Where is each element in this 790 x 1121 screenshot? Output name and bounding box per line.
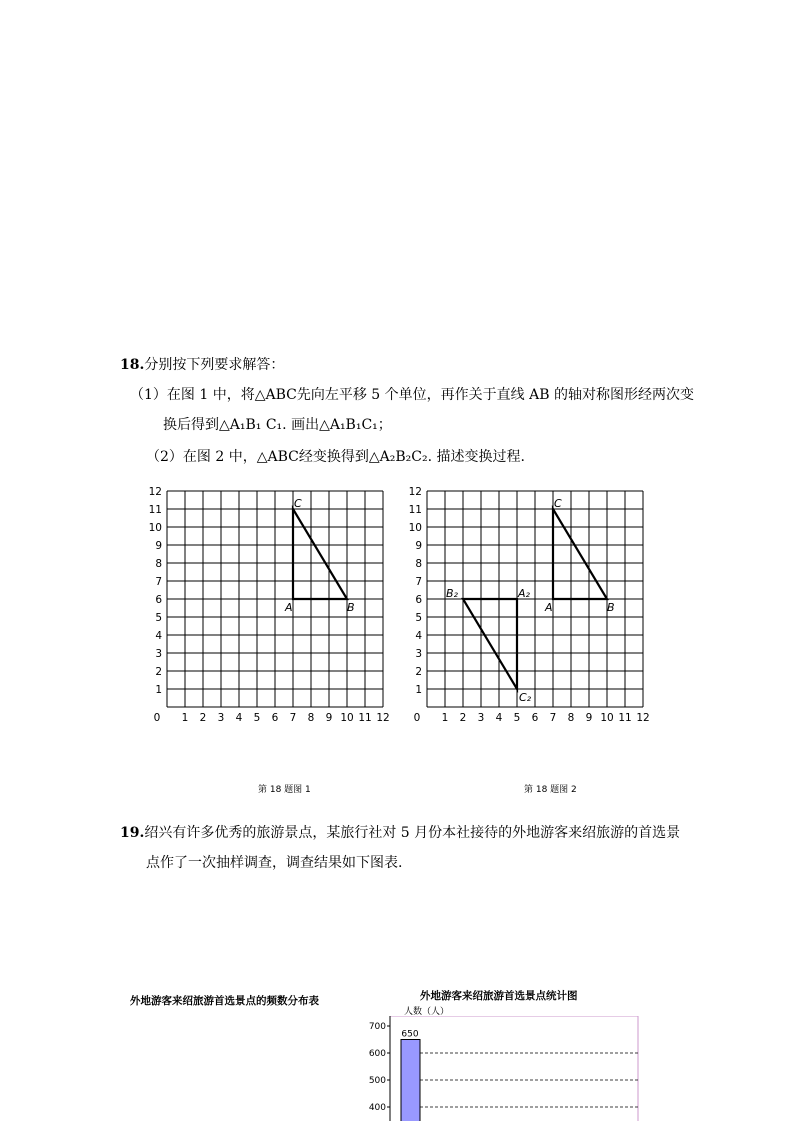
y-tick-label: 11 (409, 504, 422, 516)
q18-part1-line2: 换后得到△A₁B₁ C₁. 画出△A₁B₁C₁； (163, 414, 392, 434)
figure1-grid (140, 482, 400, 732)
vertex-label: B (347, 601, 355, 614)
vertex-label: B₂ (446, 587, 459, 600)
vertex-label: A₂ (517, 587, 531, 600)
chart-plot-border (390, 1016, 638, 1121)
x-tick-label: 0 (414, 712, 421, 724)
y-tick-label: 2 (155, 666, 162, 678)
triangle-abc (293, 509, 347, 599)
chart-y-tick-label: 500 (369, 1076, 386, 1086)
x-tick-label: 1 (442, 712, 449, 724)
y-tick-label: 10 (149, 522, 162, 534)
y-tick-label: 5 (415, 612, 422, 624)
vertex-label: C (554, 497, 562, 510)
chart-bar (401, 1040, 420, 1121)
y-tick-label: 9 (415, 540, 422, 552)
table-title: 外地游客来绍旅游首选景点的频数分布表 (130, 993, 319, 1008)
x-tick-label: 12 (636, 712, 649, 724)
x-tick-label: 7 (550, 712, 557, 724)
vertex-label: A (284, 601, 293, 614)
chart-data-label: 650 (401, 1030, 418, 1040)
x-tick-label: 4 (236, 712, 243, 724)
y-tick-label: 12 (409, 486, 422, 498)
y-tick-label: 3 (415, 648, 422, 660)
y-tick-label: 6 (155, 594, 162, 606)
x-tick-label: 2 (200, 712, 207, 724)
y-tick-label: 6 (415, 594, 422, 606)
chart-y-tick-label: 400 (369, 1103, 386, 1113)
x-tick-label: 0 (154, 712, 161, 724)
x-tick-label: 3 (218, 712, 225, 724)
q18-title: 分别按下列要求解答： (144, 357, 284, 373)
x-tick-label: 3 (478, 712, 485, 724)
q18-part1-line1: （1）在图 1 中，将△ABC先向左平移 5 个单位，再作关于直线 AB 的轴对称图形经两次变 (130, 384, 694, 404)
x-tick-label: 6 (532, 712, 539, 724)
y-tick-label: 10 (409, 522, 422, 534)
vertex-label: A (544, 601, 553, 614)
x-tick-label: 8 (308, 712, 315, 724)
y-tick-label: 1 (155, 684, 162, 696)
x-tick-label: 6 (272, 712, 279, 724)
y-tick-label: 5 (155, 612, 162, 624)
x-tick-label: 5 (254, 712, 261, 724)
chart-y-tick-label: 600 (369, 1049, 386, 1059)
q18-title-row (120, 354, 284, 374)
x-tick-label: 2 (460, 712, 467, 724)
x-tick-label: 11 (358, 712, 371, 724)
q19-line1: 绍兴有许多优秀的旅游景点，某旅行社对 5 月份本社接待的外地游客来绍旅游的首选景 (144, 825, 680, 841)
y-tick-label: 8 (415, 558, 422, 570)
chart-y-tick-label: 700 (369, 1022, 386, 1032)
x-tick-label: 9 (326, 712, 333, 724)
q19-line1-row (120, 822, 680, 842)
x-tick-label: 7 (290, 712, 297, 724)
vertex-label: C₂ (519, 691, 532, 704)
bar-chart (360, 1016, 660, 1121)
vertex-label: B (607, 601, 615, 614)
y-tick-label: 7 (155, 576, 162, 588)
chart-ylabel: 人数（人） (404, 1004, 449, 1017)
q19-number: 19. (120, 825, 144, 841)
y-tick-label: 2 (415, 666, 422, 678)
figure2-grid (400, 482, 660, 732)
x-tick-label: 12 (376, 712, 389, 724)
q18-number: 18. (120, 357, 144, 373)
y-tick-label: 1 (415, 684, 422, 696)
y-tick-label: 4 (155, 630, 162, 642)
x-tick-label: 11 (618, 712, 631, 724)
y-tick-label: 7 (415, 576, 422, 588)
figure2-caption: 第 18 题图 2 (524, 782, 577, 795)
triangle-a2b2c2 (463, 599, 517, 689)
y-tick-label: 3 (155, 648, 162, 660)
y-tick-label: 12 (149, 486, 162, 498)
figure1-caption: 第 18 题图 1 (258, 782, 311, 795)
x-tick-label: 8 (568, 712, 575, 724)
vertex-label: C (294, 497, 302, 510)
x-tick-label: 4 (496, 712, 503, 724)
y-tick-label: 8 (155, 558, 162, 570)
y-tick-label: 9 (155, 540, 162, 552)
x-tick-label: 9 (586, 712, 593, 724)
y-tick-label: 11 (149, 504, 162, 516)
x-tick-label: 10 (340, 712, 353, 724)
q18-part2: （2）在图 2 中，△ABC经变换得到△A₂B₂C₂. 描述变换过程. (146, 446, 525, 466)
q19-line2: 点作了一次抽样调查，调查结果如下图表. (146, 852, 402, 872)
x-tick-label: 5 (514, 712, 521, 724)
x-tick-label: 10 (600, 712, 613, 724)
triangle-abc (553, 509, 607, 599)
x-tick-label: 1 (182, 712, 189, 724)
y-tick-label: 4 (415, 630, 422, 642)
chart-title: 外地游客来绍旅游首选景点统计图 (420, 988, 578, 1003)
